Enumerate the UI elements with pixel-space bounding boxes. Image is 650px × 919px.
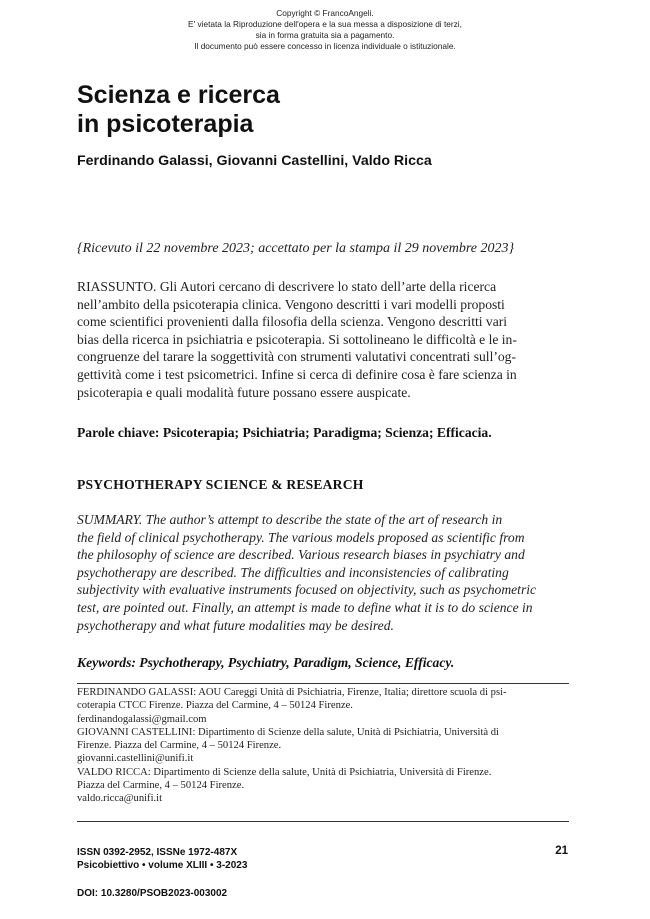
summary-abstract (77, 511, 569, 634)
journal-volume-line: Psicobiettivo • volume XLIII • 3-2023 (77, 860, 248, 871)
abstract-line: psicoterapia e quali modalità future possano essere auspicate. (77, 384, 411, 400)
affiliation-line: FERDINANDO GALASSI: AOU Careggi Unità di Psichiatria, Firenze, Italia; direttore scuola di psi- (77, 687, 507, 698)
summary-line: test, are pointed out. Finally, an attempt is made to define what it is to do science in (77, 599, 533, 615)
copyright-line: sia in forma gratuita sia a pagamento. (255, 30, 395, 40)
parole-chiave: Parole chiave: Psicoterapia; Psichiatria; Paradigma; Scienza; Efficacia. (77, 425, 492, 440)
abstract-line: come scientifici provenienti dalla filosofia della scienza. Vengono descritti vari (77, 314, 508, 330)
affiliation-line: VALDO RICCA: Dipartimento di Scienze della salute, Unità di Psichiatria, Università di Firenze. (77, 766, 492, 778)
article-title (77, 81, 577, 139)
summary-line: the field of clinical psychotherapy. The various models proposed as scientific from (77, 529, 525, 545)
abstract-line: nell’ambito della psicoterapia clinica. Vengono descritti i vari modelli proposti (77, 296, 505, 312)
copyright-line: Copyright © FrancoAngeli. (276, 8, 374, 18)
divider (77, 821, 569, 822)
affiliation-line: coterapia CTCC Firenze. Piazza del Carmine, 4 – 50124 Firenze. (77, 700, 353, 712)
article-authors: Ferdinando Galassi, Giovanni Castellini, Valdo Ricca (77, 153, 432, 169)
summary-line: psychotherapy and what future modalities may be desired. (77, 617, 394, 633)
summary-line: the philosophy of science are described. Various research biases in psychiatry and (77, 547, 525, 563)
keywords: Keywords: Psychotherapy, Psychiatry, Paradigm, Science, Efficacy. (77, 655, 455, 670)
email-link[interactable]: giovanni.castellini@unifi.it (77, 753, 194, 765)
english-title: PSYCHOTHERAPY SCIENCE & RESEARCH (77, 477, 364, 492)
copyright-line: E' vietata la Riproduzione dell'opera e la sua messa a disposizione di terzi, (188, 19, 462, 29)
affiliation-line: Piazza del Carmine, 4 – 50124 Firenze. (77, 780, 245, 792)
affiliation-line: Firenze. Piazza del Carmine, 4 – 50124 Firenze. (77, 740, 282, 752)
abstract-line: gettività come i test psicometrici. Infine si cerca di definire cosa è fare scienza in (77, 366, 517, 382)
email-link[interactable]: valdo.ricca@unifi.it (77, 793, 163, 805)
summary-line: psychotherapy are described. The difficulties and inconsistencies of calibrating (77, 564, 509, 580)
abstract-line: congruenze del tarare la soggettività con strumenti valutativi concentrati sull’og- (77, 349, 516, 365)
riassunto-abstract (77, 278, 569, 401)
copyright-line: Il documento può essere concesso in licenza individuale o istituzionale. (194, 41, 456, 51)
summary-line: SUMMARY. The author’s attempt to describe the state of the art of research in (77, 512, 503, 527)
email-link[interactable]: ferdinandogalassi@gmail.com (77, 713, 207, 725)
doi-line: DOI: 10.3280/PSOB2023-003002 (77, 888, 228, 899)
summary-line: subjectivity with evaluative instruments focused on objectivity, such as psychometric (77, 582, 537, 598)
article-title-line: Scienza e ricerca (77, 81, 280, 109)
article-title-line: in psicoterapia (77, 110, 254, 138)
journal-footer (77, 846, 247, 900)
abstract-line: RIASSUNTO. Gli Autori cercano di descrivere lo stato dell’arte della ricerca (77, 279, 497, 294)
received-date-note: {Ricevuto il 22 novembre 2023; accettato per la stampa il 29 novembre 2023} (77, 241, 515, 256)
abstract-line: bias della ricerca in psichiatria e psicoterapia. Si sottolineano le difficoltà e le in- (77, 331, 517, 347)
copyright-notice (0, 8, 650, 52)
divider (77, 683, 569, 684)
page-number: 21 (555, 845, 568, 857)
author-affiliations (77, 686, 571, 806)
issn-line: ISSN 0392-2952, ISSNe 1972-487X (77, 847, 238, 858)
affiliation-line: GIOVANNI CASTELLINI: Dipartimento di Scienze della salute, Unità di Psichiatria, Università di (77, 726, 499, 738)
